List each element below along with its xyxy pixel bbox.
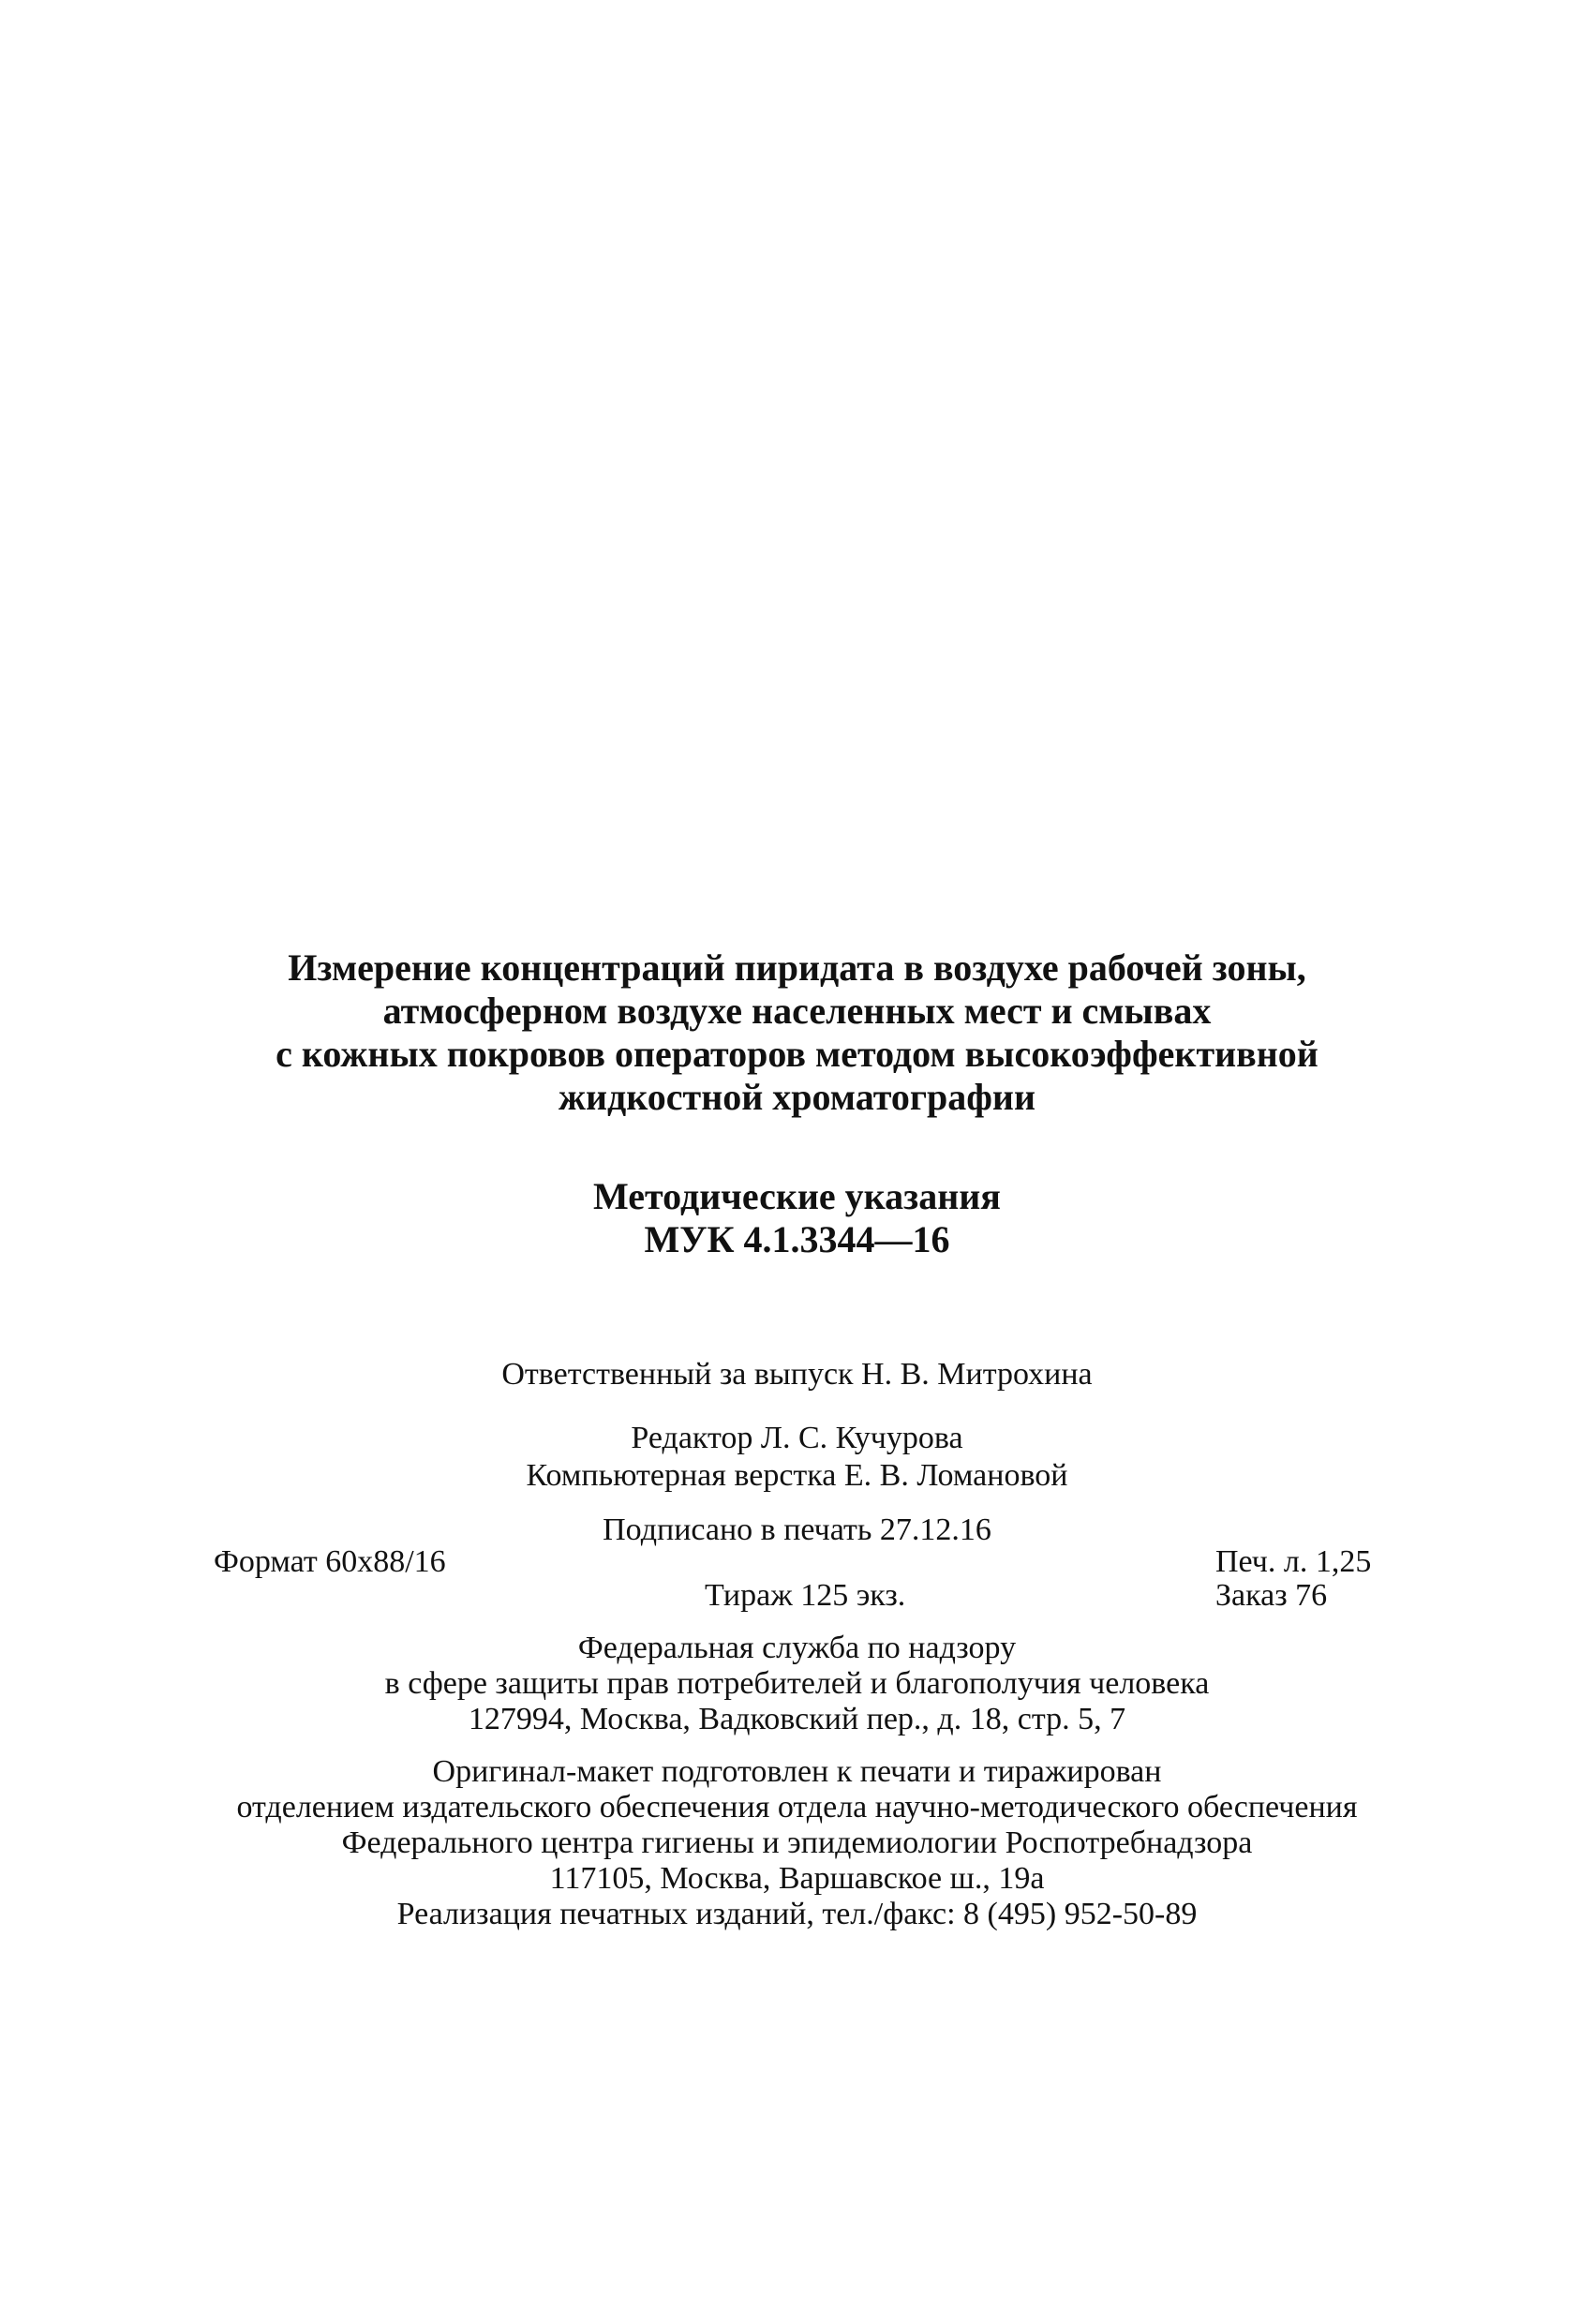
title-line: атмосферном воздухе населенных мест и смывах [382,990,1212,1032]
printer-line: Оригинал-макет подготовлен к печати и тиражирован [432,1754,1162,1789]
layout-credit: Компьютерная верстка Е. В. Ломановой [526,1458,1068,1493]
publisher-address: 127994, Москва, Вадковский пер., д. 18, стр. 5, 7 [468,1702,1126,1736]
title-line: жидкостной хроматографии [558,1076,1036,1118]
editor: Редактор Л. С. Кучурова [631,1421,963,1455]
title-line: Измерение концентраций пиридата в воздухе рабочей зоны, [288,946,1306,989]
printer-line: Федерального центра гигиены и эпидемиологии Роспотребнадзора [341,1825,1253,1860]
printer-line: отделением издательского обеспечения отдела научно-методического обеспечения [236,1790,1358,1825]
signed-date: Подписано в печать 27.12.16 [603,1512,991,1547]
format: Формат 60x88/16 [214,1544,446,1579]
printer-address: 117105, Москва, Варшавское ш., 19а [549,1861,1045,1896]
publisher-line: в сфере защиты прав потребителей и благополучия человека [384,1666,1210,1701]
document-title [0,946,1594,1119]
title-line: с кожных покровов операторов методом высокоэффективной [276,1033,1318,1075]
print-sheets: Печ. л. 1,25 [1215,1544,1372,1579]
circulation: Тираж 125 экз. [705,1578,906,1613]
document-subtitle [0,1175,1594,1261]
document-type: Методические указания [593,1175,1001,1217]
order-number: Заказ 76 [1215,1578,1328,1613]
responsible-person: Ответственный за выпуск Н. В. Митрохина [501,1357,1093,1392]
document-code: МУК 4.1.3344—16 [644,1218,950,1260]
publisher-line: Федеральная служба по надзору [577,1631,1017,1665]
sales-contact: Реализация печатных изданий, тел./факс: 8 (495) 952-50-89 [396,1897,1198,1931]
